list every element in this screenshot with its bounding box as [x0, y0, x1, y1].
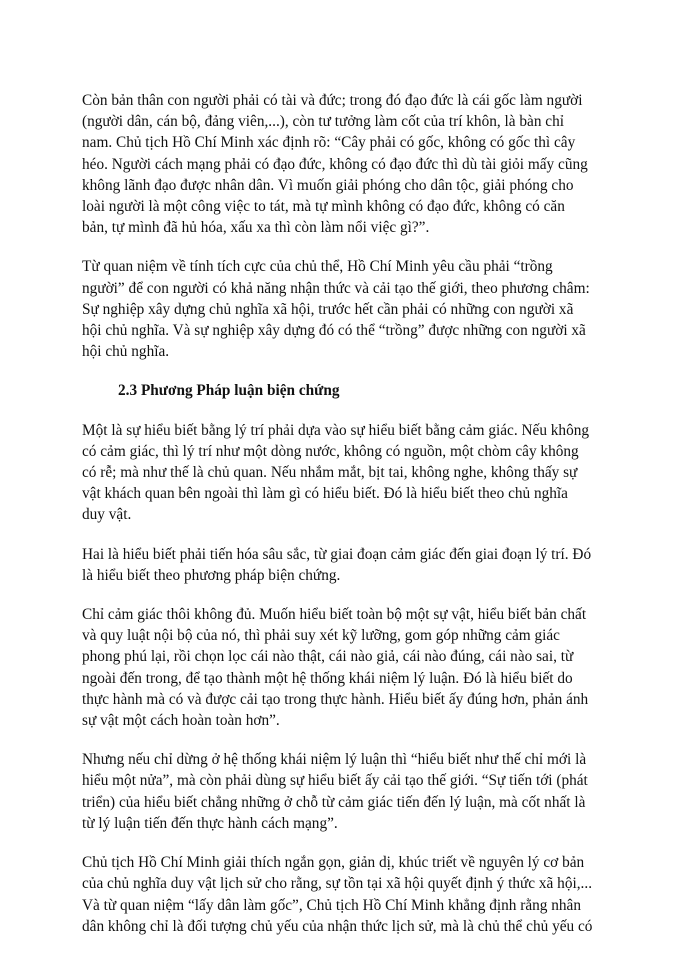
- text-line: triển) của hiểu biết chẳng những ở chỗ từ cảm giác tiến đến lý luận, mà cốt nhất là: [82, 793, 586, 811]
- text-line: Chỉ cảm giác thôi không đủ. Muốn hiểu biết toàn bộ một sự vật, hiểu biết bản chất: [82, 606, 587, 624]
- text-line: là hiểu biết theo phương pháp biện chứng.: [82, 566, 341, 584]
- text-line: ngoài đến trong, để tạo thành một hệ thống khái niệm lý luận. Đó là hiểu biết do: [82, 669, 573, 687]
- document-body: [82, 90, 616, 955]
- paragraph-growing-people: [82, 256, 616, 362]
- text-line: hội chủ nghĩa. Và sự nghiệp xây dựng đó có thể “trồng” được những con người xã: [82, 322, 586, 340]
- section-heading: 2.3 Phương Pháp luận biện chứng: [118, 382, 340, 400]
- text-line: từ lý luận tiến đến thực hành cách mạng”.: [82, 814, 338, 832]
- paragraph-practice: [82, 749, 616, 834]
- text-line: Một là sự hiểu biết bằng lý trí phải dựa vào sự hiểu biết bằng cảm giác. Nếu không: [82, 421, 590, 439]
- text-line: phong phú lại, rồi chọn lọc cái nào thật, cái nào giả, cái nào đúng, cái nào sai, từ: [82, 648, 574, 666]
- text-line: (người dân, cán bộ, đảng viên,...), còn tư tưởng làm cốt của trí khôn, là bàn chỉ: [82, 113, 564, 131]
- text-line: Từ quan niệm về tính tích cực của chủ thể, Hồ Chí Minh yêu cầu phải “trồng: [82, 258, 553, 276]
- text-line: bản, tự mình đã hủ hóa, xấu xa thì còn làm nổi việc gì?”.: [82, 219, 430, 237]
- text-line: nam. Chủ tịch Hồ Chí Minh xác định rõ: “Cây phải có gốc, không có gốc thì cây: [82, 134, 576, 152]
- text-line: vật khách quan bên ngoài thì làm gì có hiểu biết. Đó là hiểu biết theo chủ nghĩa: [82, 485, 568, 503]
- text-line: của chủ nghĩa duy vật lịch sử cho rằng, sự tồn tại xã hội quyết định ý thức xã hội,...: [82, 875, 593, 893]
- text-line: duy vật.: [82, 506, 132, 524]
- text-line: người” để con người có khả năng nhận thức và cải tạo thế giới, theo phương châm:: [82, 279, 590, 297]
- paragraph-moral-root: [82, 90, 616, 238]
- text-line: Và từ quan niệm “lấy dân làm gốc”, Chủ tịch Hồ Chí Minh khẳng định rằng nhân: [82, 896, 581, 914]
- text-line: Nhưng nếu chỉ dừng ở hệ thống khái niệm lý luận thì “hiểu biết như thế chỉ mới là: [82, 751, 587, 769]
- paragraph-dialectical-stage: [82, 544, 616, 586]
- text-line: có cảm giác, thì lý trí như một dòng nước, không có nguồn, một chòm cây không: [82, 442, 579, 460]
- paragraph-reason-and-senses: [82, 420, 616, 526]
- text-line: có rễ; mà như thế là chủ quan. Nếu nhắm mắt, bịt tai, không nghe, không thấy sự: [82, 464, 578, 482]
- text-line: dân không chỉ là đối tượng chủ yếu của nhận thức lịch sử, mà là chủ thể chủ yếu có: [82, 917, 593, 935]
- text-line: loài người là một công việc to tát, mà tự mình không có đạo đức, không có căn: [82, 198, 565, 216]
- text-line: sự vật một cách hoàn toàn hơn”.: [82, 712, 280, 730]
- paragraph-historical-materialism: [82, 852, 616, 937]
- text-line: Còn bản thân con người phải có tài và đức; trong đó đạo đức là cái gốc làm người: [82, 92, 583, 109]
- paragraph-theory-system: [82, 604, 616, 731]
- text-line: hội chủ nghĩa.: [82, 343, 170, 361]
- text-line: héo. Người cách mạng phải có đạo đức, không có đạo đức thì dù tài giỏi mấy cũng: [82, 155, 588, 173]
- text-line: thực hành mà có và được cải tạo trong thực hành. Hiểu biết ấy đúng hơn, phản ánh: [82, 690, 589, 708]
- text-line: Chủ tịch Hồ Chí Minh giải thích ngắn gọn, giản dị, khúc triết về nguyên lý cơ bản: [82, 854, 585, 872]
- text-line: không lãnh đạo được nhân dân. Vì muốn giải phóng cho dân tộc, giải phóng cho: [82, 176, 574, 194]
- text-line: và quy luật nội bộ của nó, thì phải suy xét kỹ lưỡng, gom góp những cảm giác: [82, 627, 560, 645]
- text-line: hiểu một nửa”, mà còn phải dùng sự hiểu biết ấy cải tạo thế giới. “Sự tiến tới (phát: [82, 772, 588, 790]
- text-line: Sự nghiệp xây dựng chủ nghĩa xã hội, trước hết cần phải có những con người xã: [82, 300, 574, 318]
- text-line: Hai là hiểu biết phải tiến hóa sâu sắc, từ giai đoạn cảm giác đến giai đoạn lý trí. Đó: [82, 545, 592, 563]
